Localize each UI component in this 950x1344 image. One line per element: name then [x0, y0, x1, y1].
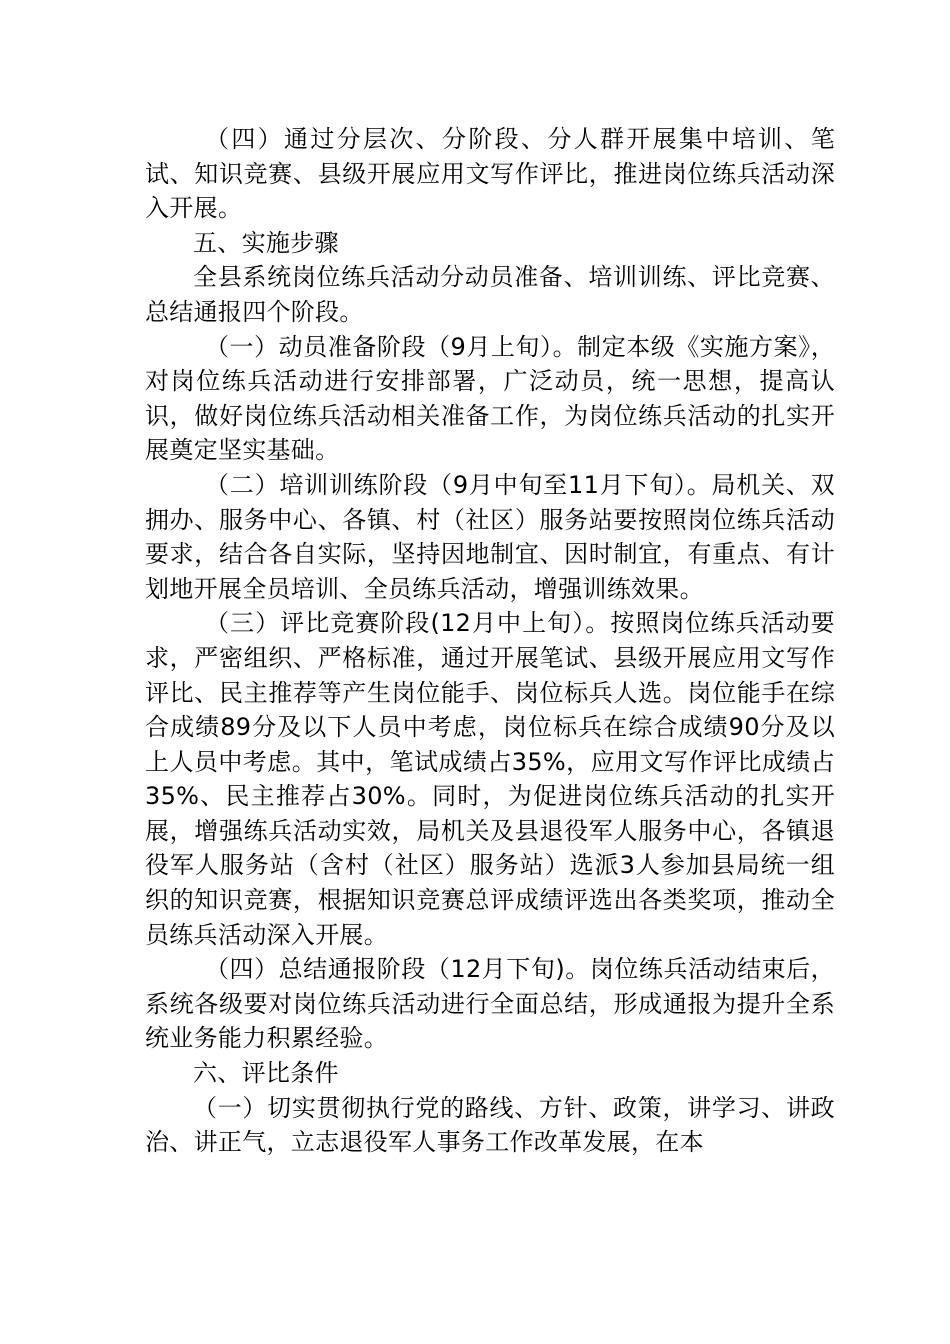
paragraph-training-phase: （二）培训训练阶段（9月中旬至11月下旬）。局机关、双拥办、服务中心、各镇、村（社区）服务站要按照岗位练兵活动要求，结合各自实际，坚持因地制宜、因时制宜，有重点、有计划地开展全员培训、全员练兵活动，增强训练效果。 [145, 470, 835, 603]
section-heading-implementation-steps: 五、实施步骤 [193, 228, 339, 257]
section-heading-evaluation-criteria: 六、评比条件 [193, 1059, 339, 1088]
paragraph-phases-overview: 全县系统岗位练兵活动分动员准备、培训训练、评比竞赛、总结通报四个阶段。 [145, 263, 835, 326]
paragraph-competition-phase: （三）评比竞赛阶段(12月中上旬）。按照岗位练兵活动要求，严密组织、严格标准，通过开展笔试、县级开展应用文写作评比、民主推荐等产生岗位能手、岗位标兵人选。岗位能手在综合成绩89分及以下人员中考虑，岗位标兵在综合成绩90分及以上人员中考虑。其中，笔试成绩占35%，应用文写作评比成绩占35%、民主推荐占30%。同时，为促进岗位练兵活动的扎实开展，增强练兵活动实效，局机关及县退役军人服务中心，各镇退役军人服务站（含村（社区）服务站）选派3人参加县局统一组织的知识竞赛，根据知识竞赛总评成绩评选出各类奖项，推动全员练兵活动深入开展。 [145, 609, 835, 949]
paragraph-summary-phase: （四）总结通报阶段（12月下旬)。岗位练兵活动结束后，系统各级要对岗位练兵活动进行全面总结，形成通报为提升全系统业务能力积累经验。 [145, 955, 835, 1053]
document-page [145, 122, 835, 1160]
paragraph-stage-four-training: （四）通过分层次、分阶段、分人群开展集中培训、笔试、知识竞赛、县级开展应用文写作评比，推进岗位练兵活动深入开展。 [145, 125, 835, 223]
paragraph-mobilization-phase: （一）动员准备阶段（9月上旬）。制定本级《实施方案》，对岗位练兵活动进行安排部署，广泛动员，统一思想，提高认识，做好岗位练兵活动相关准备工作，为岗位练兵活动的扎实开展奠定坚实基础。 [145, 332, 835, 465]
paragraph-criteria-one: （一）切实贯彻执行党的路线、方针、政策，讲学习、讲政治、讲正气，立志退役军人事务工作改革发展，在本 [145, 1093, 835, 1157]
